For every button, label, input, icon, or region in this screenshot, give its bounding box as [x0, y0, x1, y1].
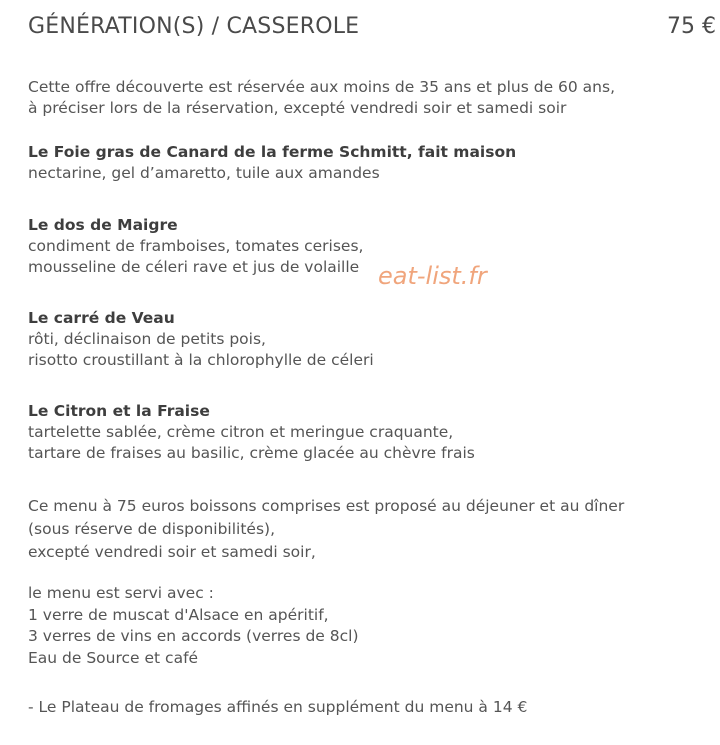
dish-citron-fraise [28, 401, 708, 464]
dish-description: nectarine, gel d’amaretto, tuile aux amandes [28, 164, 380, 182]
menu-info-line: (sous réserve de disponibilités), [28, 520, 276, 538]
watermark-logo: eat-list.fr [378, 262, 487, 290]
served-with-line: 3 verres de vins en accords (verres de 8cl) [28, 627, 359, 645]
intro-line: à préciser lors de la réservation, excepté vendredi soir et samedi soir [28, 99, 567, 117]
dish-title: Le carré de Veau [28, 309, 175, 327]
menu-info-line: excepté vendredi soir et samedi soir, [28, 543, 316, 561]
dish-title: Le Foie gras de Canard de la ferme Schmitt, fait maison [28, 143, 517, 161]
served-with-line: le menu est servi avec : [28, 584, 214, 602]
dish-description: risotto croustillant à la chlorophylle de céleri [28, 351, 374, 369]
served-with-line: 1 verre de muscat d'Alsace en apéritif, [28, 605, 329, 624]
dish-title: Le dos de Maigre [28, 216, 178, 234]
intro-text [28, 77, 708, 119]
intro-line: Cette offre découverte est réservée aux moins de 35 ans et plus de 60 ans, [28, 78, 616, 96]
menu-price: 75 € [667, 14, 716, 39]
dish-maigre [28, 215, 708, 278]
menu-info-line: Ce menu à 75 euros boissons comprises est proposé au déjeuner et au dîner [28, 497, 625, 515]
dish-description: rôti, déclinaison de petits pois, [28, 330, 266, 348]
served-with [28, 583, 708, 669]
dish-description: condiment de framboises, tomates cerises, [28, 237, 364, 255]
dish-foie-gras [28, 142, 708, 184]
dish-description: tartare de fraises au basilic, crème glacée au chèvre frais [28, 444, 475, 462]
menu-header [28, 14, 716, 44]
supplement-text: - Le Plateau de fromages affinés en supplément du menu à 14 € [28, 698, 528, 716]
dish-description: mousseline de céleri rave et jus de volaille [28, 258, 360, 276]
supplement-note [28, 697, 708, 718]
dish-veau [28, 308, 708, 371]
menu-title: GÉNÉRATION(S) / CASSEROLE [28, 14, 360, 39]
served-with-line: Eau de Source et café [28, 648, 199, 667]
dish-description: tartelette sablée, crème citron et meringue craquante, [28, 423, 454, 441]
dish-title: Le Citron et la Fraise [28, 402, 210, 420]
menu-info [28, 495, 708, 564]
